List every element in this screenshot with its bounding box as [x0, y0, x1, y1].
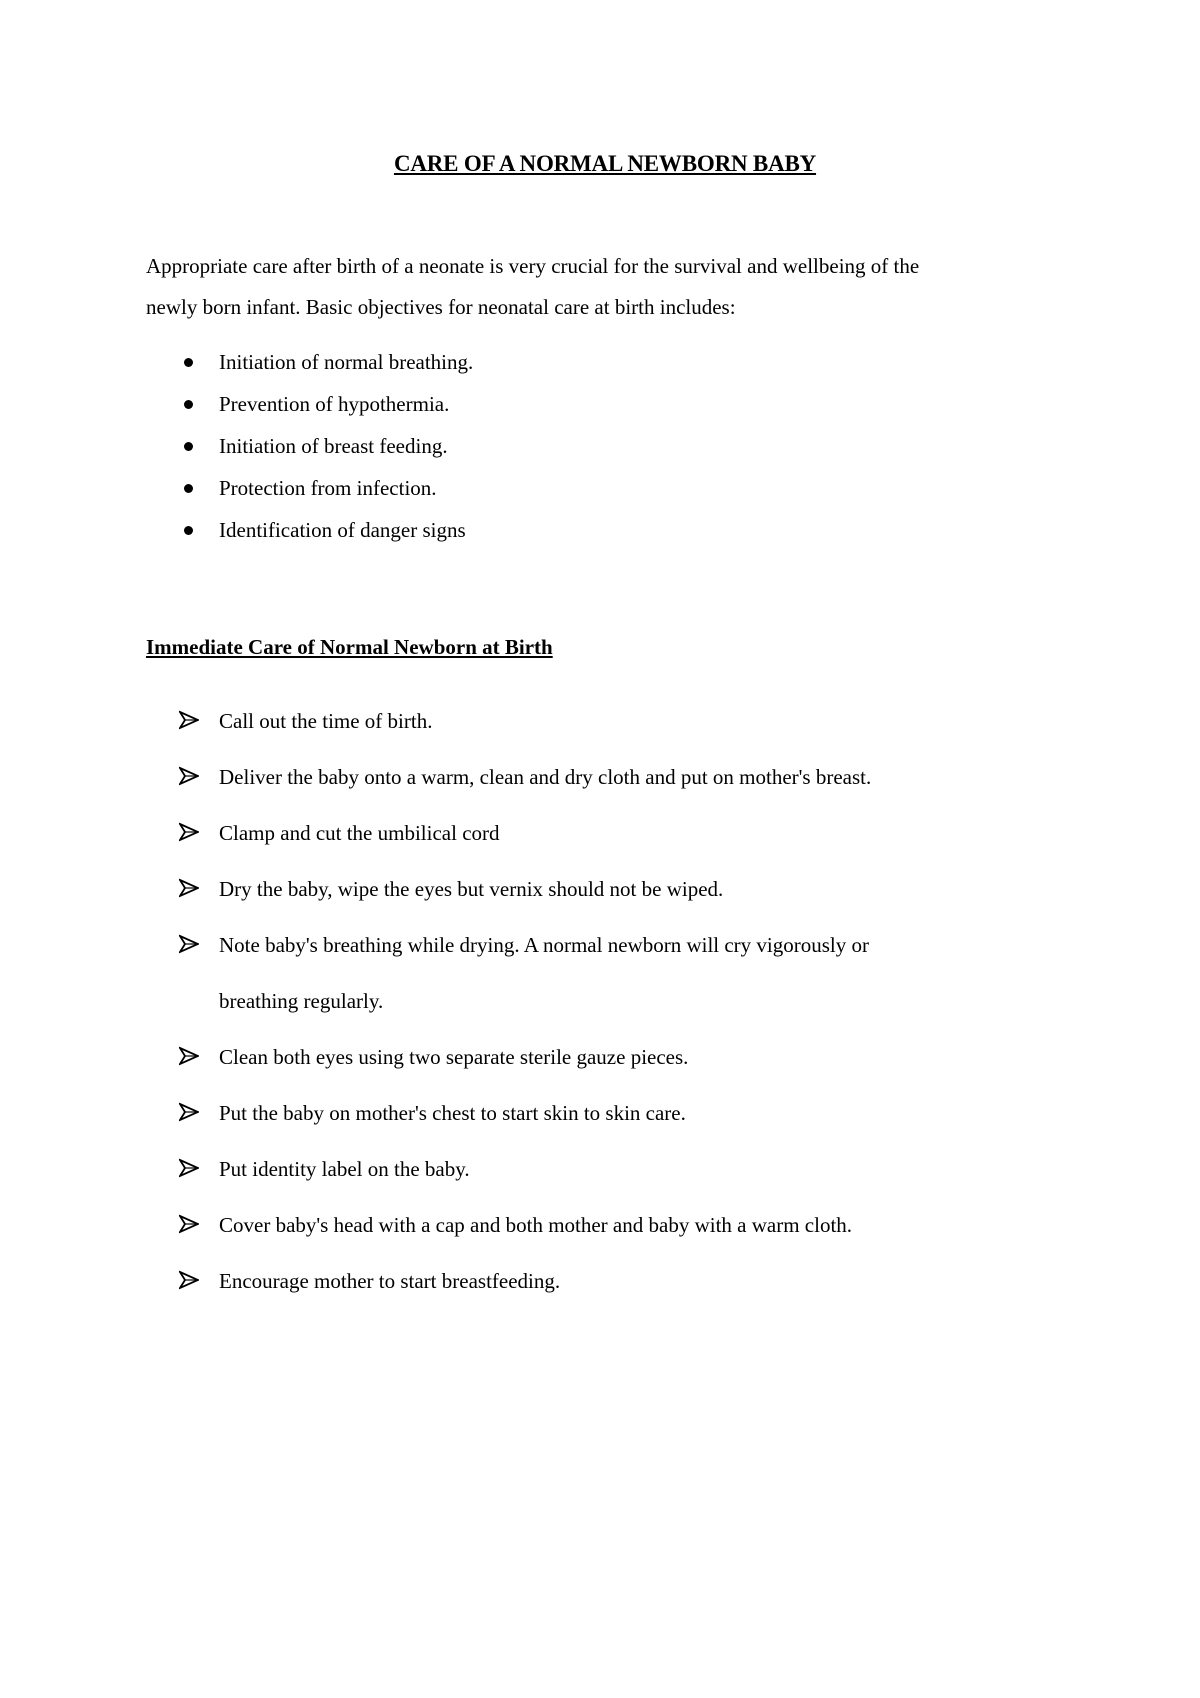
step-item-continuation	[146, 973, 1046, 1029]
step-text: breathing regularly.	[219, 989, 384, 1013]
arrowhead-bullet-icon	[179, 1214, 199, 1234]
list-item	[146, 345, 473, 387]
section-heading: Immediate Care of Normal Newborn at Birth	[146, 635, 553, 659]
step-text: Clamp and cut the umbilical cord	[219, 821, 500, 845]
step-text: Cover baby's head with a cap and both mother and baby with a warm cloth.	[219, 1213, 853, 1237]
list-item	[146, 387, 473, 429]
bullet-icon	[184, 484, 193, 493]
step-item	[146, 749, 1046, 805]
step-item	[146, 1141, 1046, 1197]
objectives-list	[146, 345, 473, 555]
arrowhead-bullet-icon	[179, 1046, 199, 1066]
step-item	[146, 1253, 1046, 1309]
bullet-icon	[184, 358, 193, 367]
intro-line-1: Appropriate care after birth of a neonate is very crucial for the survival and wellbeing of the	[146, 254, 920, 278]
step-text: Deliver the baby onto a warm, clean and dry cloth and put on mother's breast.	[219, 765, 872, 789]
step-item	[146, 1029, 1046, 1085]
list-item	[146, 429, 473, 471]
step-text: Put the baby on mother's chest to start skin to skin care.	[219, 1101, 686, 1125]
list-item	[146, 513, 473, 555]
arrowhead-bullet-icon	[179, 822, 199, 842]
step-text: Call out the time of birth.	[219, 709, 433, 733]
arrowhead-bullet-icon	[179, 1270, 199, 1290]
step-text: Clean both eyes using two separate sterile gauze pieces.	[219, 1045, 689, 1069]
bullet-icon	[184, 526, 193, 535]
arrowhead-bullet-icon	[179, 710, 199, 730]
step-item	[146, 805, 1046, 861]
list-item	[146, 471, 473, 513]
step-item	[146, 1085, 1046, 1141]
step-text: Encourage mother to start breastfeeding.	[219, 1269, 561, 1293]
step-item	[146, 1197, 1046, 1253]
bullet-icon	[184, 442, 193, 451]
step-text: Dry the baby, wipe the eyes but vernix should not be wiped.	[219, 877, 724, 901]
step-text: Note baby's breathing while drying. A normal newborn will cry vigorously or	[219, 933, 870, 957]
step-item	[146, 917, 1046, 973]
page-title: CARE OF A NORMAL NEWBORN BABY	[393, 151, 817, 176]
arrowhead-bullet-icon	[179, 878, 199, 898]
step-item	[146, 861, 1046, 917]
intro-paragraph	[146, 246, 1066, 328]
step-item	[146, 693, 1046, 749]
arrowhead-bullet-icon	[179, 1158, 199, 1178]
bullet-icon	[184, 400, 193, 409]
list-item-text: Prevention of hypothermia.	[219, 392, 450, 416]
arrowhead-bullet-icon	[179, 766, 199, 786]
immediate-care-steps	[146, 693, 1046, 1309]
list-item-text: Protection from infection.	[219, 476, 437, 500]
list-item-text: Initiation of breast feeding.	[219, 434, 448, 458]
intro-line-2: newly born infant. Basic objectives for neonatal care at birth includes:	[146, 295, 736, 319]
list-item-text: Initiation of normal breathing.	[219, 350, 474, 374]
arrowhead-bullet-icon	[179, 1102, 199, 1122]
step-text: Put identity label on the baby.	[219, 1157, 470, 1181]
list-item-text: Identification of danger signs	[219, 518, 466, 542]
arrowhead-bullet-icon	[179, 934, 199, 954]
